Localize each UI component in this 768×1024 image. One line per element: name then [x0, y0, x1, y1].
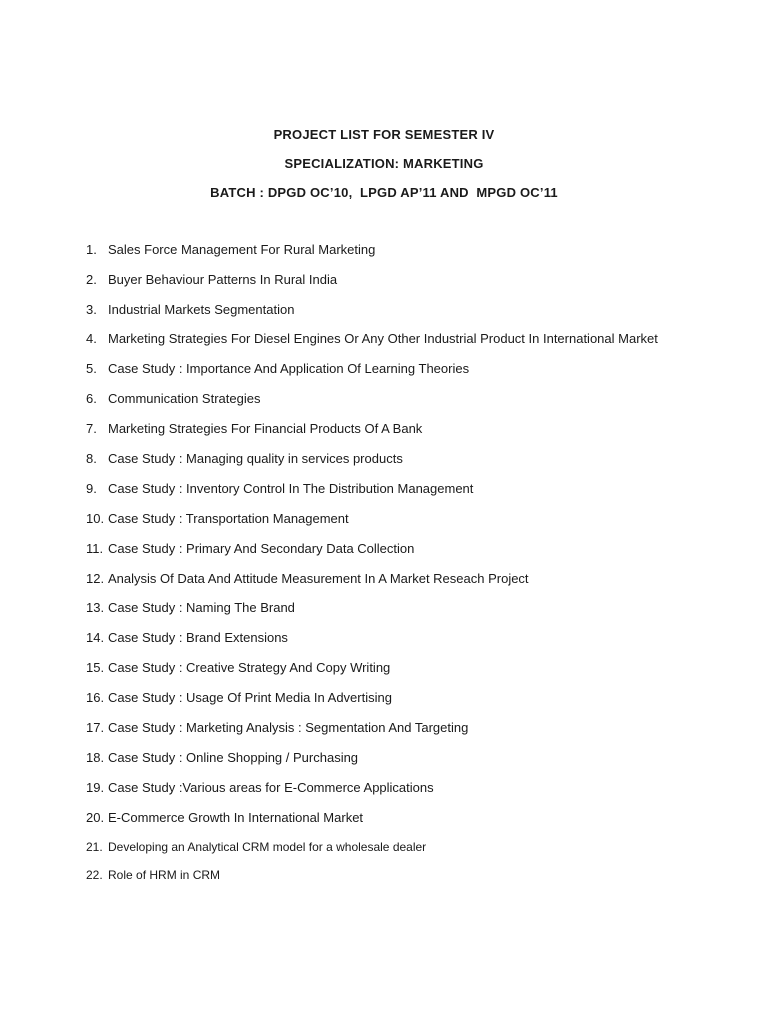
- item-text: Case Study : Inventory Control In The Distribution Management: [108, 481, 474, 496]
- item-text: Case Study : Primary And Secondary Data Collection: [108, 541, 415, 556]
- item-number: 7.: [86, 421, 97, 436]
- item-number: 3.: [86, 302, 97, 317]
- item-text: Case Study : Usage Of Print Media In Advertising: [108, 690, 392, 705]
- item-text: Analysis Of Data And Attitude Measurement In A Market Reseach Project: [108, 571, 529, 586]
- item-text: Case Study : Brand Extensions: [108, 630, 288, 645]
- list-item: [86, 868, 220, 882]
- item-number: 12.: [86, 571, 105, 586]
- item-number: 8.: [86, 451, 97, 466]
- item-number: 4.: [86, 331, 97, 346]
- list-item: [86, 361, 469, 376]
- document-title: PROJECT LIST FOR SEMESTER IV: [273, 127, 495, 142]
- item-text: E-Commerce Growth In International Market: [108, 810, 364, 825]
- item-number: 5.: [86, 361, 97, 376]
- item-number: 18.: [86, 750, 105, 765]
- item-text: Marketing Strategies For Diesel Engines Or Any Other Industrial Product In International Market: [108, 331, 658, 346]
- item-number: 1.: [86, 242, 97, 257]
- list-item: [86, 571, 529, 586]
- list-item: [86, 630, 288, 645]
- item-text: Buyer Behaviour Patterns In Rural India: [108, 272, 338, 287]
- item-number: 15.: [86, 660, 105, 675]
- item-text: Role of HRM in CRM: [108, 868, 221, 882]
- list-item: [86, 780, 434, 795]
- item-number: 13.: [86, 600, 105, 615]
- item-text: Case Study : Marketing Analysis : Segmentation And Targeting: [108, 720, 469, 735]
- item-text: Case Study : Online Shopping / Purchasing: [108, 750, 359, 765]
- list-item: [86, 272, 337, 287]
- item-number: 20.: [86, 810, 105, 825]
- item-number: 17.: [86, 720, 105, 735]
- list-item: [86, 451, 403, 466]
- item-number: 19.: [86, 780, 105, 795]
- list-item: [86, 690, 392, 705]
- list-item: [86, 810, 363, 825]
- item-number: 10.: [86, 511, 105, 526]
- item-text: Marketing Strategies For Financial Products Of A Bank: [108, 421, 423, 436]
- batch-heading: BATCH : DPGD OC’10, LPGD AP’11 AND MPGD OC’11: [210, 185, 558, 200]
- item-text: Case Study :Various areas for E-Commerce Applications: [108, 780, 434, 795]
- item-text: Developing an Analytical CRM model for a wholesale dealer: [108, 840, 427, 854]
- list-item: [86, 511, 349, 526]
- item-text: Industrial Markets Segmentation: [108, 302, 295, 317]
- item-number: 9.: [86, 481, 97, 496]
- list-item: [86, 720, 468, 735]
- item-number: 14.: [86, 630, 105, 645]
- item-number: 16.: [86, 690, 105, 705]
- item-text: Sales Force Management For Rural Marketing: [108, 242, 376, 257]
- specialization-heading: SPECIALIZATION: MARKETING: [284, 156, 484, 171]
- item-number: 11.: [86, 541, 104, 556]
- item-text: Case Study : Naming The Brand: [108, 600, 295, 615]
- item-number: 6.: [86, 391, 97, 406]
- list-item: [86, 660, 390, 675]
- list-item: [86, 302, 294, 317]
- item-text: Communication Strategies: [108, 391, 261, 406]
- list-item: [86, 421, 422, 436]
- list-item: [86, 750, 358, 765]
- list-item: [86, 331, 658, 346]
- list-item: [86, 242, 375, 257]
- list-item: [86, 541, 414, 556]
- item-number: 22.: [86, 868, 103, 882]
- item-number: 21.: [86, 840, 103, 854]
- item-text: Case Study : Managing quality in services products: [108, 451, 403, 466]
- list-item: [86, 840, 426, 854]
- list-item: [86, 481, 473, 496]
- list-item: [86, 600, 295, 615]
- list-item: [86, 391, 260, 406]
- item-number: 2.: [86, 272, 97, 287]
- item-text: Case Study : Creative Strategy And Copy Writing: [108, 660, 391, 675]
- item-text: Case Study : Importance And Application Of Learning Theories: [108, 361, 470, 376]
- item-text: Case Study : Transportation Management: [108, 511, 349, 526]
